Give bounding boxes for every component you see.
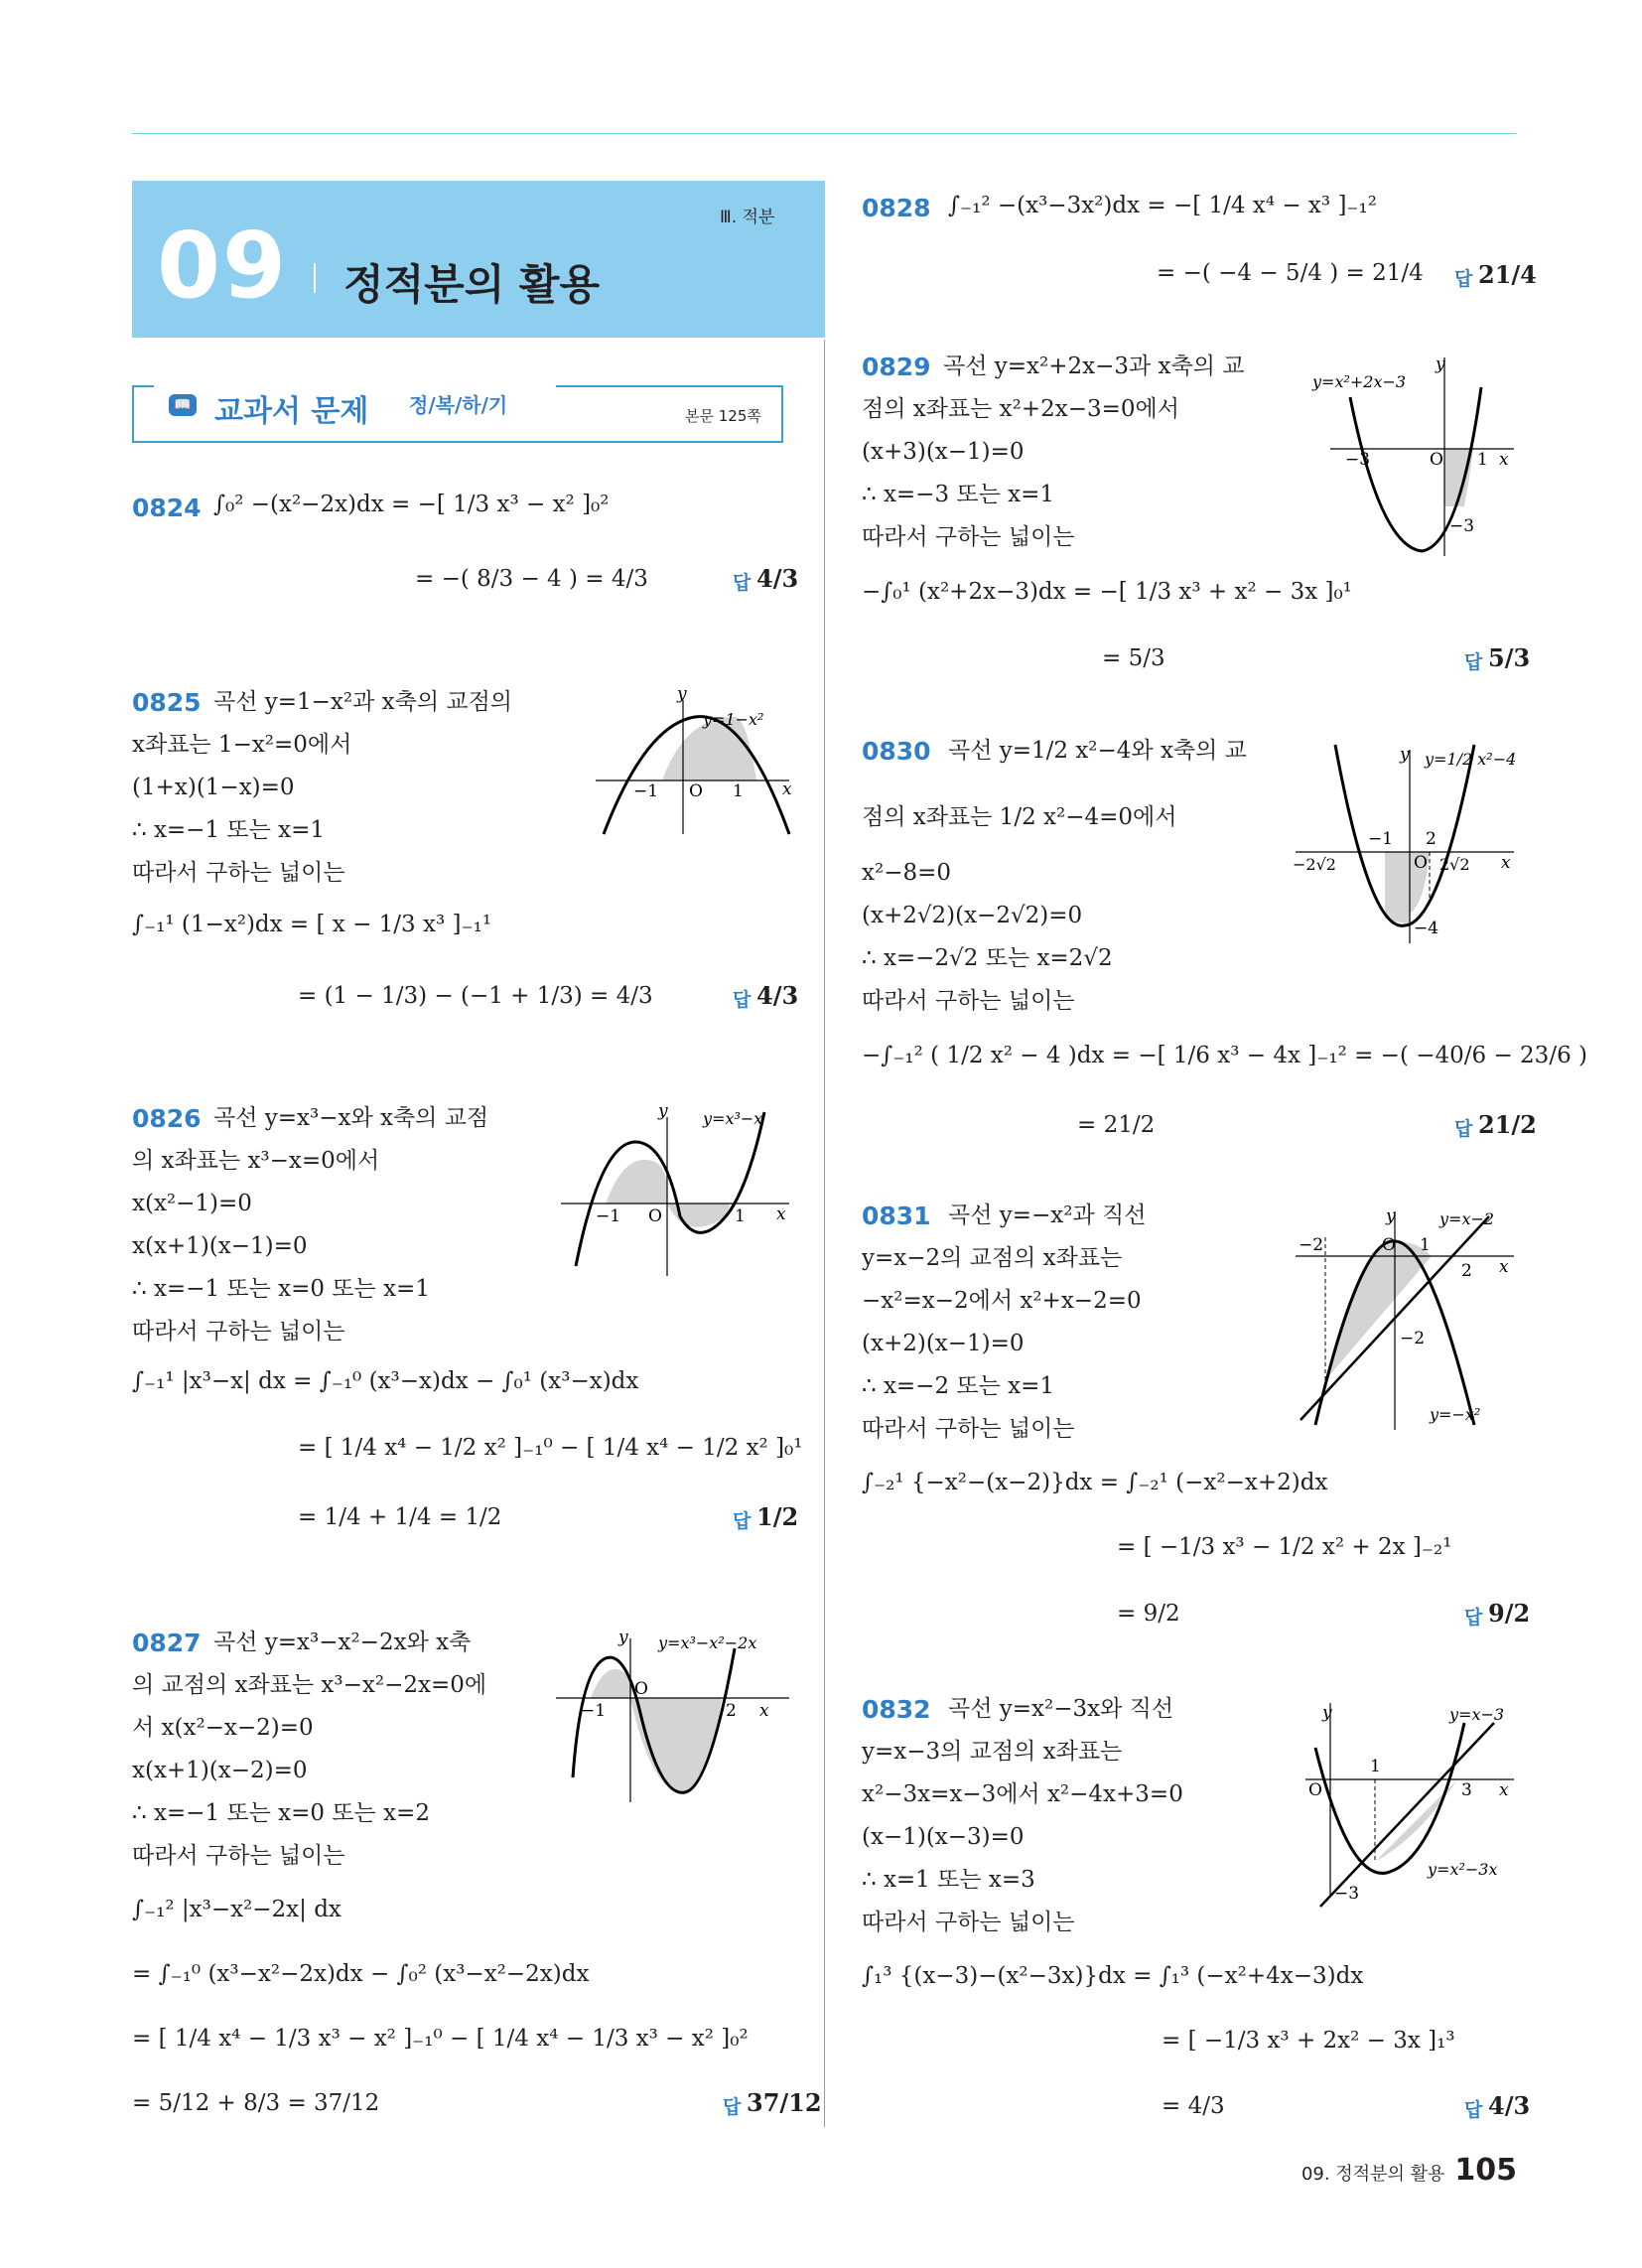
tick-label: −1	[596, 1206, 621, 1226]
part-label: Ⅲ. 적분	[720, 208, 775, 227]
solution-line: x(x²−1)=0	[132, 1191, 252, 1216]
answer-value: 21/4	[1478, 260, 1537, 289]
answer-label: 답	[1464, 2099, 1483, 2121]
origin-label: O	[1430, 450, 1443, 470]
top-rule	[132, 133, 1517, 134]
section-box-rule	[132, 385, 154, 387]
page-footer	[1301, 2153, 1517, 2188]
solution-line: ∫₋₂¹ {−x²−(x−2)}dx = ∫₋₂¹ (−x²−x+2)dx	[862, 1470, 1328, 1495]
answer-value: 4/3	[1488, 2091, 1531, 2120]
tick-label: −3	[1345, 450, 1371, 470]
line-label: y=x−2	[1439, 1209, 1495, 1228]
problem-number: 0826	[132, 1104, 202, 1133]
tick-label: −1	[581, 1701, 607, 1721]
answer-label: 답	[1464, 1607, 1483, 1629]
axis-label-x: x	[1499, 1780, 1509, 1800]
chapter-title: 정적분의 활용	[343, 260, 601, 309]
line-label: y=x−3	[1449, 1705, 1505, 1724]
solution-line: ∴ x=−3 또는 x=1	[862, 482, 1055, 507]
axis-label-y: y	[618, 1629, 628, 1647]
solution-line: 점의 x좌표는 x²+2x−3=0에서	[862, 396, 1179, 422]
solution-line: x좌표는 1−x²=0에서	[132, 732, 352, 758]
solution-line: = ∫₋₁⁰ (x³−x²−2x)dx − ∫₀² (x³−x²−2x)dx	[132, 1961, 590, 1987]
solution-line: = [ −1/3 x³ − 1/2 x² + 2x ]₋₂¹	[1117, 1534, 1452, 1560]
solution-line: x(x+1)(x−2)=0	[132, 1758, 308, 1783]
answer-value: 37/12	[747, 2088, 822, 2117]
tick-label: −1	[633, 781, 659, 801]
tick-label: 1	[1370, 1757, 1381, 1776]
solution-line: (x−1)(x−3)=0	[862, 1824, 1025, 1850]
tick-label: −2	[1299, 1235, 1324, 1255]
tick-label: 2√2	[1439, 855, 1470, 874]
tick-label: 3	[1461, 1780, 1472, 1800]
solution-line: 따라서 구하는 넓이는	[862, 1416, 1075, 1442]
axis-label-y: y	[1436, 354, 1445, 374]
solution-line: 곡선 y=1/2 x²−4와 x축의 교	[948, 738, 1247, 764]
solution-line: (x+3)(x−1)=0	[862, 439, 1025, 465]
problem-number: 0829	[862, 353, 931, 381]
axis-label-y: y	[1322, 1703, 1332, 1723]
solution-line: 곡선 y=−x²과 직선	[948, 1203, 1147, 1228]
answer-label: 답	[733, 989, 752, 1011]
solution-line: = −( 8/3 − 4 ) = 4/3	[415, 566, 648, 592]
axis-label-y: y	[658, 1102, 668, 1121]
problem-number: 0827	[132, 1629, 202, 1657]
curve-label: y=x²−3x	[1428, 1860, 1498, 1879]
solution-line: 따라서 구하는 넓이는	[132, 1843, 345, 1869]
tick-label: 1	[733, 781, 744, 801]
solution-line: 곡선 y=x³−x²−2x와 x축	[213, 1630, 472, 1655]
graph-0826	[556, 1102, 794, 1281]
page-number: 105	[1454, 2153, 1517, 2188]
solution-line: ∫₀² −(x²−2x)dx = −[ 1/3 x³ − x² ]₀²	[213, 492, 610, 517]
solution-line: = 5/12 + 8/3 = 37/12	[132, 2090, 380, 2116]
problem-number: 0832	[862, 1695, 931, 1724]
graph-0827	[551, 1629, 794, 1807]
solution-line: 따라서 구하는 넓이는	[132, 860, 345, 886]
axis-label-x: x	[776, 1205, 786, 1224]
solution-line: = [ −1/3 x³ + 2x² − 3x ]₁³	[1162, 2028, 1455, 2054]
solution-line: = 9/2	[1117, 1601, 1180, 1627]
solution-line: 서 x(x²−x−2)=0	[132, 1715, 314, 1741]
solution-line: ∴ x=−1 또는 x=0 또는 x=1	[132, 1276, 430, 1302]
solution-line: −∫₀¹ (x²+2x−3)dx = −[ 1/3 x³ + x² − 3x ]₀¹	[862, 579, 1352, 605]
solution-line: 의 x좌표는 x³−x=0에서	[132, 1148, 380, 1174]
answer-value: 5/3	[1488, 643, 1531, 672]
answer-label: 답	[733, 572, 752, 594]
problem-number: 0830	[862, 737, 931, 766]
line	[1320, 1723, 1494, 1907]
solution-line: = 21/2	[1077, 1112, 1156, 1138]
answer-label: 답	[1464, 651, 1483, 673]
solution-line: ∫₋₁² |x³−x²−2x| dx	[132, 1897, 342, 1922]
axis-label-x: x	[1499, 450, 1509, 470]
curve	[576, 1112, 764, 1266]
problem-number: 0824	[132, 494, 202, 522]
solution-line: 따라서 구하는 넓이는	[862, 524, 1075, 550]
origin-label: O	[1382, 1235, 1396, 1255]
solution-line: ∫₋₁² −(x³−3x²)dx = −[ 1/4 x⁴ − x³ ]₋₁²	[948, 193, 1377, 218]
solution-line: = 1/4 + 1/4 = 1/2	[298, 1504, 502, 1530]
solution-line: = 5/3	[1102, 645, 1165, 671]
solution-line: 곡선 y=x²−3x와 직선	[948, 1696, 1174, 1722]
answer-label: 답	[723, 2096, 742, 2118]
solution-line: ∴ x=−2 또는 x=1	[862, 1373, 1055, 1399]
solution-line: ∫₁³ {(x−3)−(x²−3x)}dx = ∫₁³ (−x²+4x−3)dx	[862, 1963, 1364, 1989]
solution-line: −x²=x−2에서 x²+x−2=0	[862, 1288, 1142, 1314]
solution-line: 따라서 구하는 넓이는	[862, 1910, 1075, 1935]
curve-label: y=x²+2x−3	[1312, 372, 1407, 391]
solution-line: (1+x)(1−x)=0	[132, 775, 295, 800]
chapter-number: 09	[157, 213, 289, 319]
section-box-rule	[556, 385, 783, 387]
axis-label-y: y	[1386, 1206, 1396, 1226]
tick-label: 1	[1420, 1235, 1431, 1255]
curve-label: y=x³−x	[703, 1109, 763, 1128]
shaded-region	[1325, 1241, 1432, 1380]
tick-label: −1	[1368, 829, 1394, 849]
shaded-region	[606, 1160, 668, 1204]
tick-label: 1	[735, 1206, 746, 1226]
tick-label: −2√2	[1293, 855, 1336, 874]
solution-line: (x+2√2)(x−2√2)=0	[862, 903, 1083, 928]
graph-0832	[1300, 1688, 1519, 1916]
tick-label: −2	[1400, 1329, 1426, 1348]
solution-line: 따라서 구하는 넓이는	[862, 988, 1075, 1014]
answer-value: 4/3	[756, 981, 799, 1010]
graph-0825	[586, 685, 794, 844]
solution-line: 의 교점의 x좌표는 x³−x²−2x=0에	[132, 1672, 487, 1698]
axis-label-y: y	[1400, 745, 1410, 765]
axis-label-x: x	[759, 1701, 769, 1721]
curve-label: y=1/2 x²−4	[1425, 750, 1517, 769]
solution-line: 곡선 y=x³−x와 x축의 교점	[213, 1105, 489, 1131]
origin-label: O	[1414, 853, 1428, 873]
solution-line: x(x+1)(x−1)=0	[132, 1233, 308, 1259]
tick-label: 2	[726, 1701, 737, 1721]
solution-line: = [ 1/4 x⁴ − 1/3 x³ − x² ]₋₁⁰ − [ 1/4 x⁴ − 1/3 x³ − x² ]₀²	[132, 2026, 749, 2052]
column-divider	[824, 340, 825, 2127]
shaded-region	[630, 1698, 722, 1792]
curve-label: y=−x²	[1430, 1405, 1481, 1424]
graph-0829	[1310, 348, 1519, 566]
solution-line: = (1 − 1/3) − (−1 + 1/3) = 4/3	[298, 983, 653, 1009]
problem-number: 0831	[862, 1202, 931, 1230]
answer-label: 답	[1454, 268, 1473, 290]
solution-line: 점의 x좌표는 1/2 x²−4=0에서	[862, 804, 1177, 830]
solution-line: (x+2)(x−1)=0	[862, 1331, 1025, 1356]
tick-label: −3	[1334, 1884, 1360, 1904]
curve-label: y=x³−x²−2x	[658, 1633, 757, 1652]
answer-value: 4/3	[756, 564, 799, 593]
answer-value: 21/2	[1478, 1110, 1537, 1139]
solution-line: x²−8=0	[862, 860, 952, 886]
tick-label: −4	[1414, 919, 1439, 938]
solution-line: ∴ x=1 또는 x=3	[862, 1867, 1035, 1893]
axis-label-x: x	[1501, 853, 1511, 873]
solution-line: 따라서 구하는 넓이는	[132, 1319, 345, 1345]
chapter-divider	[314, 263, 316, 293]
solution-line: = 4/3	[1162, 2093, 1225, 2119]
book-icon: 📖	[169, 394, 197, 416]
solution-line: x²−3x=x−3에서 x²−4x+3=0	[862, 1781, 1183, 1807]
answer-label: 답	[733, 1510, 752, 1532]
tick-label: −3	[1449, 516, 1475, 536]
solution-line: ∫₋₁¹ (1−x²)dx = [ x − 1/3 x³ ]₋₁¹	[132, 912, 492, 937]
solution-line: = −( −4 − 5/4 ) = 21/4	[1157, 260, 1424, 286]
solution-line: ∴ x=−1 또는 x=0 또는 x=2	[132, 1800, 430, 1826]
solution-line: −∫₋₁² ( 1/2 x² − 4 )dx = −[ 1/6 x³ − 4x ]₋₁² = −( −40/6 − 23/6 )	[862, 1043, 1587, 1068]
section-title: 교과서 문제	[214, 394, 369, 429]
tick-label: 1	[1477, 450, 1488, 470]
axis-label-x: x	[1499, 1257, 1509, 1277]
graph-0830	[1291, 735, 1519, 953]
origin-label: O	[1308, 1780, 1322, 1800]
solution-line: = [ 1/4 x⁴ − 1/2 x² ]₋₁⁰ − [ 1/4 x⁴ − 1/2 x² ]₀¹	[298, 1435, 803, 1461]
page-reference: 본문 125쪽	[685, 407, 761, 425]
problem-number: 0825	[132, 688, 202, 717]
solution-line: 곡선 y=x²+2x−3과 x축의 교	[943, 354, 1245, 379]
tick-label: 2	[1426, 829, 1437, 849]
solution-line: y=x−2의 교점의 x좌표는	[862, 1245, 1123, 1271]
solution-line: y=x−3의 교점의 x좌표는	[862, 1739, 1123, 1765]
origin-label: O	[648, 1206, 662, 1226]
answer-value: 9/2	[1488, 1599, 1531, 1628]
section-subtitle: 정/복/하/기	[409, 393, 508, 417]
origin-label: O	[634, 1679, 648, 1699]
answer-value: 1/2	[756, 1502, 799, 1531]
graph-0831	[1291, 1197, 1519, 1435]
origin-label: O	[689, 781, 703, 801]
curve-label: y=1−x²	[703, 710, 764, 729]
axis-label-x: x	[782, 780, 792, 799]
solution-line: 곡선 y=1−x²과 x축의 교점의	[213, 689, 513, 715]
tick-label: 2	[1461, 1261, 1472, 1281]
axis-label-y: y	[677, 685, 687, 704]
solution-line: ∴ x=−1 또는 x=1	[132, 817, 326, 843]
problem-number: 0828	[862, 194, 931, 222]
answer-label: 답	[1454, 1118, 1473, 1140]
solution-line: ∴ x=−2√2 또는 x=2√2	[862, 945, 1113, 971]
solution-line: ∫₋₁¹ |x³−x| dx = ∫₋₁⁰ (x³−x)dx − ∫₀¹ (x³−x)dx	[132, 1368, 639, 1394]
footer-text: 09. 정적분의 활용	[1300, 2164, 1445, 2185]
